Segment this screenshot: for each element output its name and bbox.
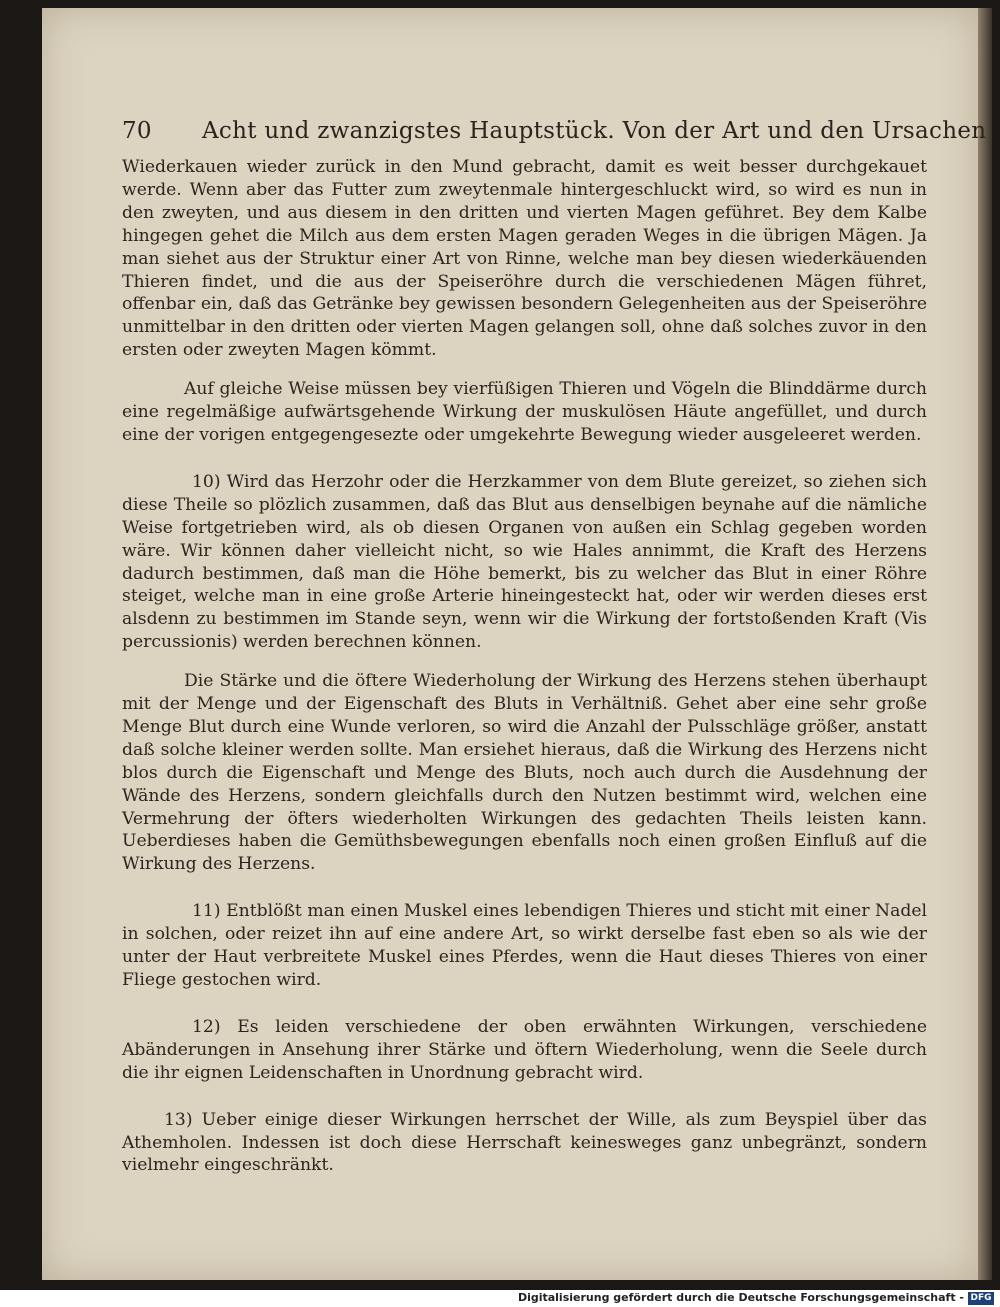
page-edge bbox=[978, 8, 992, 1280]
dfg-logo: DFG bbox=[968, 1292, 994, 1305]
page-header bbox=[122, 118, 987, 152]
page-number: 70 bbox=[122, 118, 152, 144]
body-text bbox=[122, 156, 927, 1177]
paragraph-10: 10) Wird das Herzohr oder die Herzkammer von dem Blute gereizet, so ziehen sich diese Theile so plözlich zusammen, daß das Blut aus denselbigen beynahe auf die nämliche Weise fortgetrieben wird, als ob diesen Organen von außen ein Schlag gegeben worden wäre. Wir können daher vielleicht nicht, so wie Hales annimmt, die Kraft des Herzens dadurch bestimmen, daß man die Höhe bemerkt, bis zu welcher das Blut in einer Röhre steiget, welche man in eine große Arterie hineingesteckt hat, oder wir werden dieses erst alsdenn zu bestimmen im Stande seyn, wenn wir die Wirkung der fortstoßenden Kraft (Vis percussionis) werden berechnen können. bbox=[122, 471, 927, 653]
paragraph-continuation: Wiederkauen wieder zurück in den Mund gebracht, damit es weit besser durchgekauet werde. Wenn aber das Futter zum zweytenmale hintergeschluckt wird, so wird es nun in den zweyten, und aus diesem in den dritten und vierten Magen geführet. Bey dem Kalbe hingegen gehet die Milch aus dem ersten Magen geraden Weges in die übrigen Mägen. Ja man siehet aus der Struktur einer Art von Rinne, welche man bey diesen wiederkäuenden Thieren findet, und die aus der Speiseröhre durch die verschiedenen Mägen führet, offenbar ein, daß das Getränke bey gewissen besondern Gelegenheiten aus der Speiseröhre unmittelbar in den dritten oder vierten Magen gelangen soll, ohne daß solches zuvor in den ersten oder zweyten Magen kömmt. bbox=[122, 157, 927, 361]
running-title: Acht und zwanzigstes Hauptstück. Von der Art und den Ursachen bbox=[202, 118, 987, 144]
paragraph-13: 13) Ueber einige dieser Wirkungen herrschet der Wille, als zum Beyspiel über das Athemholen. Indessen ist doch diese Herrschaft keinesweges ganz unbegränzt, sondern vielmehr eingeschränkt. bbox=[122, 1109, 927, 1176]
paragraph-12: 12) Es leiden verschiedene der oben erwähnten Wirkungen, verschiedene Abänderungen in Ansehung ihrer Stärke und öftern Wiederholung, wenn die Seele durch die ihr eignen Leidenschaften in Unordnung gebracht wird. bbox=[122, 1016, 927, 1083]
funding-credit: Digitalisierung gefördert durch die Deutsche Forschungsgemeinschaft - bbox=[517, 1291, 964, 1304]
paragraph-herz-staerke: Die Stärke und die öftere Wiederholung der Wirkung des Herzens stehen überhaupt mit der Menge und der Eigenschaft des Bluts in Verhältniß. Gehet aber eine sehr große Menge Blut durch eine Wunde verloren, so wird die Anzahl der Pulsschläge größer, anstatt daß solche kleiner werden sollte. Man ersiehet hieraus, daß die Wirkung des Herzens nicht blos durch die Eigenschaft und Menge des Bluts, noch auch durch die Ausdehnung der Wände des Herzens, sondern gleichfalls durch den Nutzen bestimmt wird, welchen eine Vermehrung der öfters wiederholten Wirkungen des gedachten Theils leisten kann. Ueberdieses haben die Gemüthsbewegungen ebenfalls noch einen großen Einfluß auf die Wirkung des Herzens. bbox=[122, 671, 927, 875]
paragraph-blinddaerme: Auf gleiche Weise müssen bey vierfüßigen Thieren und Vögeln die Blinddärme durch eine regelmäßige aufwärtsgehende Wirkung der muskulösen Häute angefüllet, und durch eine der vorigen entgegengesezte oder umgekehrte Bewegung wieder ausgeleeret werden. bbox=[122, 379, 927, 445]
paragraph-11: 11) Entblößt man einen Muskel eines lebendigen Thieres und sticht mit einer Nadel in solchen, oder reizet ihn auf eine andere Art, so wirkt derselbe fast eben so als wie der unter der Haut verbreitete Muskel eines Pferdes, wenn die Haut dieses Thieres von einer Fliege gestochen wird. bbox=[122, 901, 927, 990]
digitization-footer bbox=[0, 1290, 1000, 1307]
